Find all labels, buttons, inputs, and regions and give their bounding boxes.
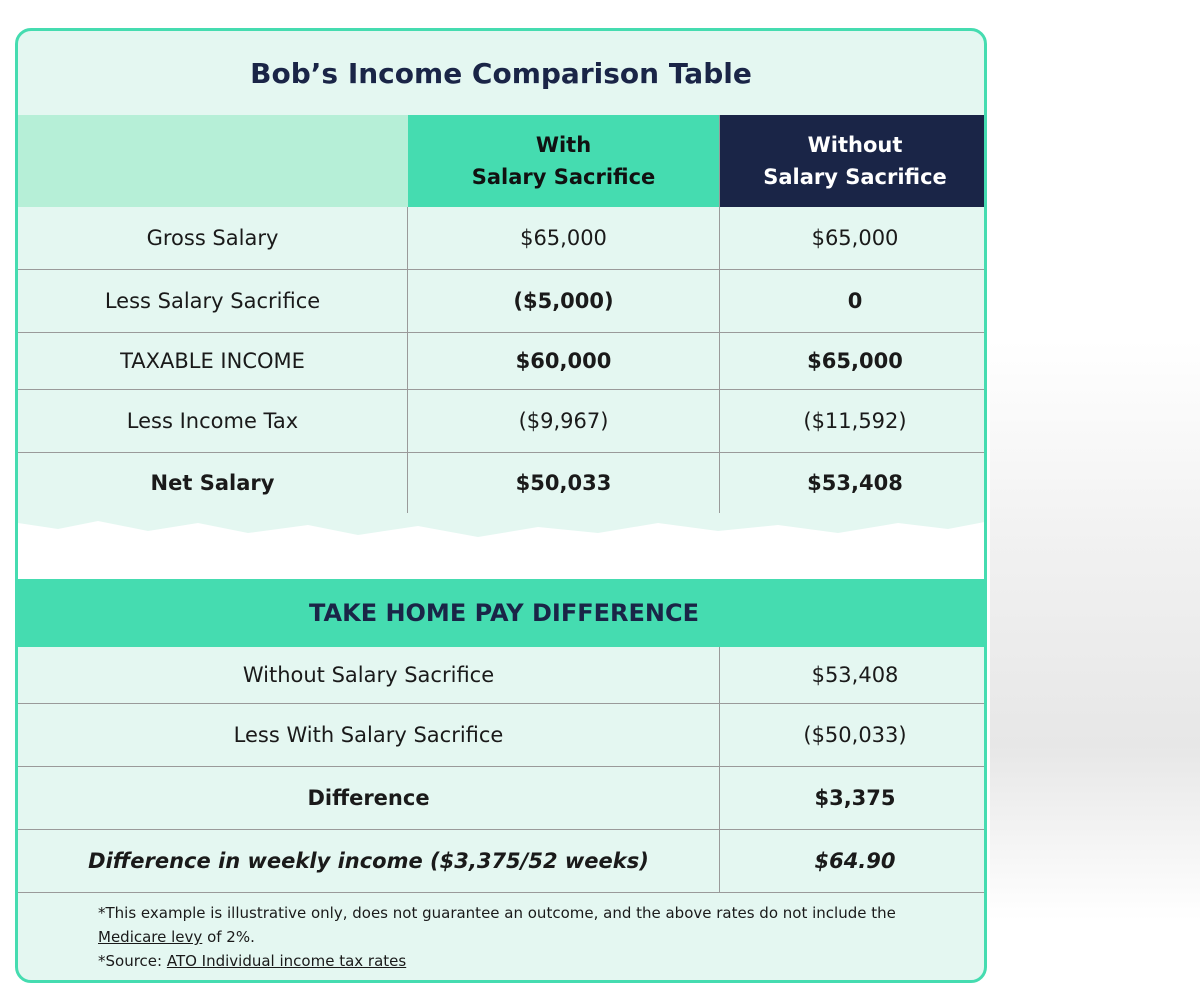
medicare-levy-link[interactable]: Medicare levy bbox=[98, 928, 203, 946]
source-prefix: *Source: bbox=[98, 952, 167, 970]
difference-value: $64.90 bbox=[814, 849, 896, 873]
row-with-value: ($5,000) bbox=[408, 270, 720, 332]
difference-label: Difference bbox=[18, 767, 720, 829]
difference-label: Without Salary Sacrifice bbox=[18, 647, 720, 703]
row-label: Less Income Tax bbox=[18, 390, 408, 452]
difference-label: Difference in weekly income ($3,375/52 weeks) bbox=[18, 830, 720, 892]
header-without-salary-sacrifice bbox=[720, 115, 987, 207]
table-row bbox=[18, 270, 987, 332]
difference-label: Less With Salary Sacrifice bbox=[18, 704, 720, 766]
header-without-line1: Without bbox=[807, 133, 903, 157]
income-comparison-card bbox=[15, 28, 987, 983]
row-with-value: $60,000 bbox=[408, 333, 720, 389]
footnote-line2-rest: of 2%. bbox=[202, 928, 255, 946]
row-label: Gross Salary bbox=[18, 207, 408, 269]
row-without-value: $65,000 bbox=[811, 226, 899, 250]
difference-row bbox=[18, 647, 987, 703]
footnote-source bbox=[98, 949, 958, 973]
row-with-value: $65,000 bbox=[408, 207, 720, 269]
row-without-value: $53,408 bbox=[807, 471, 903, 495]
difference-value: $3,375 bbox=[814, 786, 896, 810]
difference-value: $53,408 bbox=[811, 663, 899, 687]
difference-row bbox=[18, 767, 987, 829]
row-without-value: 0 bbox=[847, 289, 863, 313]
footnote bbox=[98, 901, 958, 973]
header-empty-cell bbox=[18, 115, 408, 207]
table-row bbox=[18, 453, 987, 513]
difference-row bbox=[18, 830, 987, 892]
row-without-value: $65,000 bbox=[807, 349, 903, 373]
table-row bbox=[18, 207, 987, 269]
comparison-header-row bbox=[18, 115, 987, 207]
row-without-value: ($11,592) bbox=[803, 409, 907, 433]
footnote-line1: *This example is illustrative only, does not guarantee an outcome, and the above rates do not include the bbox=[98, 904, 896, 922]
photo-thinking-man bbox=[990, 340, 1200, 920]
row-label: Less Salary Sacrifice bbox=[18, 270, 408, 332]
take-home-pay-heading: TAKE HOME PAY DIFFERENCE bbox=[18, 579, 987, 647]
row-with-value: $50,033 bbox=[408, 453, 720, 513]
table-title: Bob’s Income Comparison Table bbox=[250, 56, 752, 90]
difference-row bbox=[18, 704, 987, 766]
ato-tax-rates-link[interactable]: ATO Individual income tax rates bbox=[166, 952, 407, 970]
difference-value: ($50,033) bbox=[803, 723, 907, 747]
header-with-line1: With bbox=[535, 133, 592, 157]
table-row bbox=[18, 333, 987, 389]
header-with-line2: Salary Sacrifice bbox=[471, 165, 656, 189]
row-label: TAXABLE INCOME bbox=[18, 333, 408, 389]
row-with-value: ($9,967) bbox=[408, 390, 720, 452]
row-label: Net Salary bbox=[18, 453, 408, 513]
footnote-line2 bbox=[98, 925, 958, 949]
table-row bbox=[18, 390, 987, 452]
header-without-line2: Salary Sacrifice bbox=[763, 165, 947, 189]
header-with-salary-sacrifice bbox=[408, 115, 720, 207]
torn-paper-divider bbox=[18, 511, 987, 581]
